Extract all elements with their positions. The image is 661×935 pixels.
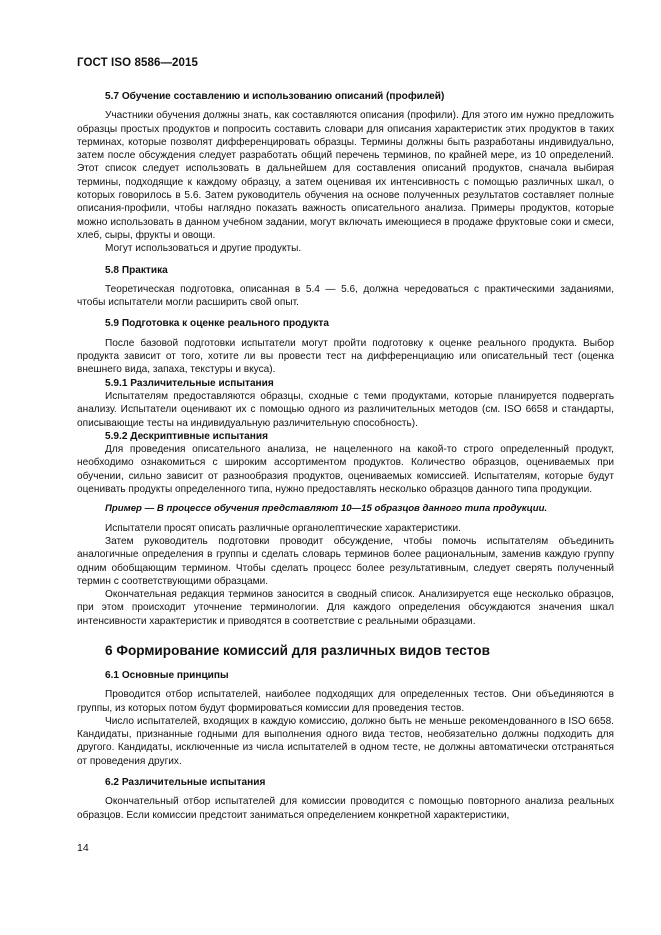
section-6-2-paragraph-1: Окончательный отбор испытателей для комиссии проводится с помощью повторного анализа реальных образцов. Если комиссии предстоит заниматься определением конкретной характеристики, <box>77 796 614 821</box>
section-6-1-paragraph-1: Проводится отбор испытателей, наиболее подходящих для определенных тестов. Они объединяются в группы, из которых потом будут формироваться комиссии для проведения тестов. <box>77 689 614 714</box>
example-text: В процессе обучения представляют 10—15 образцов данного типа продукции. <box>156 503 548 515</box>
page-content <box>77 90 614 822</box>
section-5-9-2-paragraph-3: Затем руководитель подготовки проводит обсуждение, чтобы помочь испытателям объединить аналогичные определения в группы и сделать словарь терминов более рациональным, заменив каждую группу одним обобщающим термином. Чтобы сделать процесс более результативным, следует сверять полученный термин с соответствующими образцами. <box>77 535 614 587</box>
section-5-7-title: 5.7 Обучение составлению и использованию описаний (профилей) <box>105 91 445 102</box>
section-5-7-paragraph-2: Могут использоваться и другие продукты. <box>105 243 302 255</box>
section-6-2-title: 6.2 Различительные испытания <box>105 777 266 789</box>
example-note <box>77 502 614 515</box>
section-5-9-title: 5.9 Подготовка к оценке реального продукта <box>105 318 329 330</box>
section-5-8-paragraph-1: Теоретическая подготовка, описанная в 5.4 — 5.6, должна чередоваться с практическими заданиями, чтобы испытатели могли расширить свой опыт. <box>77 283 614 309</box>
section-5-9-2-paragraph-1: Для проведения описательного анализа, не нацеленного на какой-то строго определенный продукт, необходимо ознакомиться с широким ассортиментом продуктов. Количество образцов, оцениваемых при обучении, сильно зависит от разнообразия продуктов, оцениваемых комиссией. Испытателям, которые будут оценивать продукты определенного типа, нужно предоставлять несколько образцов данного типа продукции. <box>77 444 614 496</box>
page-header-standard: ГОСТ ISO 8586—2015 <box>77 57 199 69</box>
section-5-9-2-paragraph-4: Окончательная редакция терминов заносится в сводный список. Анализируется еще несколько образцов, при этом происходит уточнение терминологии. Для каждого определения обсуждаются значения шкал интенсивности характеристик и приводятся в соответствие с реальными образцами. <box>77 589 614 627</box>
section-6-title: 6 Формирование комиссий для различных видов тестов <box>105 642 490 658</box>
section-5-9-paragraph-1: После базовой подготовки испытатели могут пройти подготовку к оценке реального продукта. Выбор продукта зависит от того, хотите ли вы провести тест на дифференциацию или описательный тест (оценка внешнего вида, запаха, текстуры и вкуса). <box>77 337 614 376</box>
example-label: Пример — <box>105 503 155 515</box>
section-5-9-1-paragraph-1: Испытателям предоставляются образцы, сходные с теми продуктами, которые планируется подвергать анализу. Испытатели оценивают их с помощью одного из различительных методов (см. ISO 6658 и стандарты, описывающие тесты на индивидуальную различительную способность). <box>77 390 614 429</box>
section-5-9-2-paragraph-2: Испытатели просят описать различные органолептические характеристики. <box>105 522 461 534</box>
section-6-1-paragraph-2: Число испытателей, входящих в каждую комиссию, должно быть не меньше рекомендованного в ISO 6658. Кандидаты, признанные годными для выполнения одного вида тестов, необязательно должны подходить для другого. Кандидаты, исключенные из числа испытателей в одном тесте, не должны автоматически отстраняться от проведения других. <box>77 715 614 767</box>
page-number: 14 <box>77 842 89 854</box>
section-5-9-2-title: 5.9.2 Дескриптивные испытания <box>105 430 268 442</box>
section-6-1-title: 6.1 Основные принципы <box>105 669 229 681</box>
section-5-7-paragraph-1: Участники обучения должны знать, как составляются описания (профили). Для этого им нужно предложить образцы простых продуктов и попросить составить словари для описания характеристик этих продуктов в таких терминах, которые позволят дифференцировать образцы. Термины должны быть разработаны индивидуально, затем после обсуждения следует разработать общий перечень терминов, по крайней мере, из 10 определений. Этот список следует использовать в дальнейшем для составления описаний продуктов, сначала выбирая термины, подходящие к каждому образцу, а затем оценивая их интенсивность с помощью различных шкал, о которых говорилось в 5.6. Затем руководитель обучения на основе полученных результатов составляет полные описания-профили, чтобы наглядно показать важность описательного анализа. Примеры продуктов, которые можно использовать в данном учебном задании, могут включать имеющиеся в продаже фруктовые соки и смеси, хлеб, сыры, фрукты и овощи. <box>77 110 614 241</box>
section-5-9-1-title: 5.9.1 Различительные испытания <box>105 377 274 389</box>
section-5-8-title: 5.8 Практика <box>105 264 168 276</box>
